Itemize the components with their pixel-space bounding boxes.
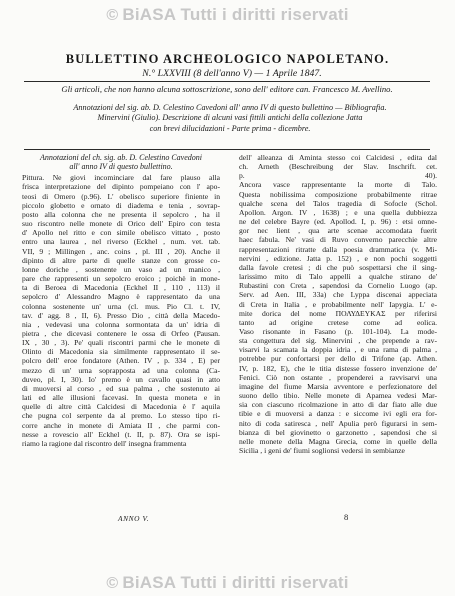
text-line: pare che rappresenti un sepolcro eroico ; poichè in mone- [22,274,220,284]
text-line: nervini , edizione. Jatta p. 152) , e non pochi soggetti [239,253,437,263]
text-line: Pittura. Ne giovi incominciare dal fare plauso alla [22,173,220,183]
text-line: pietra , che dicevasi contenere le ossa di Orfeo (Pausan. [22,328,220,338]
copyright-icon: © [106,7,119,24]
text-line: sepolcro d' Alessandro Magno è rappresentato da una [22,292,220,302]
text-line: posto alla colonna che ne presenta il sepolcro , ha il [22,209,220,219]
text-line: Apollon. Argon. IV , 1638) ; e una quella dubbiezza [239,207,437,217]
summary-line: con brevi dilucidazioni - Parte prima - dicembre. [149,123,311,133]
text-line: qualche scena del Talos tragedia di Sofocle (Schol. [239,198,437,208]
text-line: colonna sostenente un' urna (cl. mus. Pio Cl. t. IV, [22,301,220,311]
text-line: IV, p. 182, E), che le titia distesse fossero invenzione de' [239,363,437,373]
copyright-icon: © [106,575,119,592]
text-line: teosi di Omero (p.96). L' obelisco superiore finiente in [22,191,220,201]
text-line: sta congettura del sig. Minervini , che prepende a rav- [239,336,437,346]
text-line: corre anche in monete di Amiata II , che parmi con- [22,420,220,430]
issue-line: N.° LXXVIII (8 dell'anno V) — 1 Aprile 1847. [142,68,322,79]
editor-notice: Gli articoli, che non hanno alcuna sottoscrizione, sono dell' editore can. Francesco M. Avellino. [61,84,393,94]
article-body [22,173,220,448]
text-line: quelle di altre città Calcidesi di Macedonia è l' aquila [22,402,220,412]
text-line: di muoversi al corso , ed sua palma , che sostenuto ai [22,383,220,393]
page-number: 8 [344,512,349,522]
text-line: entro una laurea , nel riverso (Eckhel , num. vet. tab. [22,237,220,247]
text-line: suono dello tibio. Nelle monete di Apamea vedesi Mar- [239,391,437,401]
signature-mark: ANNO V. [118,514,150,523]
summary-line: Minervini (Giulio). Descrizione di alcuni vasi fittili antichi della collezione Jatta [97,113,363,123]
text-line: rappresentazioni ritratte dalla poesia drammatica (v. Mi- [239,244,437,254]
text-line: p. 40). [239,171,437,181]
text-line: VII, 9 ; Millingen , anc. coins , pl. III , 20). Anche il [22,246,220,256]
left-column [22,153,220,448]
text-line: ch. Arneth (Beschreibung der Slav. Inschrift. cet. [239,162,437,172]
text-line: Serv. ad Aen. III, 33a) che Lyppa discenai appeciata [239,290,437,300]
text-line: polcro dell' eroe fondatore (Athen. IV , p. 334 , E) per [22,356,220,366]
text-line: che pugna col serpente da al premo. Lo stesso tipo ri- [22,411,220,421]
text-line: dalla favole cretesi ; di che può sospettarsi che il sing- [239,262,437,272]
text-line: Vaso risonante in Fasano (p. 101-104). La mode- [239,326,437,336]
text-line: d' Apollo nel ritto e con simile obelisco vittato , posto [22,228,220,238]
text-line: di Creta in Italia , e probabilmente nell' Iapygia. L' e- [239,299,437,309]
text-line: IX , 30 , 3). Pe' quali riscontri parmi che le monete di [22,338,220,348]
watermark-text: BiASA Tutti i diritti riservati [122,573,349,592]
article-body [239,153,437,455]
text-line: ne del celebre Bayre (ed. Apollod. I, p. 96) : etsi omne- [239,217,437,227]
watermark-top [0,5,455,25]
text-line: ta di Beroea di Macedonia (Eckhel II , 110 , 113) il [22,283,220,293]
journal-title: BULLETTINO ARCHEOLOGICO NAPOLETANO. [65,52,390,66]
text-line: potrebbe pur confortarsi per dello di Trifone (ap. Athen. [239,354,437,364]
text-line: mite dorica del nome ΠΟΛΥΔΕΥΚΑΣ per riferirsi [239,308,437,318]
text-line: nia , vedevasi una colonna sormontata da un' idria di [22,319,220,329]
summary-line: Annotazioni del sig. ab. D. Celestino Cavedoni all' anno IV di questo bullettino — Bibliografia. [73,103,387,112]
text-line: larissimo mito di Talo appellì a qualche stirano de' [239,272,437,282]
article-heading [22,153,220,171]
right-column [239,153,437,455]
text-line: Fenici. Ciò non ostante , propenderei a ravvisarvi una [239,372,437,382]
text-line: tanto ad origine cretese come ad eolica. [239,317,437,327]
text-line: Questa nobilissima composizione probabilmente ritrae [239,189,437,199]
contents-summary [52,103,408,134]
text-line: dell' alleanza di Aminta stesso coi Calcidesi , edita dal [239,153,437,162]
text-line: riamo la ragione dal riscontro dell' insegna frammenta [22,438,187,448]
text-line: bianza di bel giovinetto o garzonetto , sapendosi che si [239,427,437,437]
text-line: nelle monete della Magna Grecia, come in quelle della [239,436,437,446]
text-line: dipinto di altre parte di quelle stanze con grosse co- [22,255,220,265]
text-line: lonne doriche , sostenente un vaso ad un manico , [22,264,220,274]
text-line: gor nec lient , qua arte scenae accomodata fuerit [239,226,437,236]
watermark-text: BiASA Tutti i diritti riservati [122,5,349,24]
watermark-bottom [0,573,455,593]
text-line: duveo, pl. I, 30). Io' premo è un cavallo quasi in atto [22,374,220,384]
text-line: sia con ciascuno ricolmazione in atto di dar fiato alle due [239,400,437,410]
divider [24,81,430,82]
text-line: suo riscontro nelle monete di Orico dell' Epiro con testa [22,219,220,229]
text-line: nito di coda satiresca , nell' Apulia però figurarsi in sem- [239,418,437,428]
text-line: tibie e di muoversi a danza : e siccome ivi egli era for- [239,409,437,419]
text-line: piccolo globetto e ornato di diadema e tenia , sovrap- [22,200,220,210]
divider [24,149,430,150]
text-line: Olinto di Macedonia sia similmente rappresentato il se- [22,347,220,357]
text-line: frisca interpretazione del dipinto pompeiano con l' apo- [22,182,220,192]
text-line: Sicilia , i geni de' fiumi soglionsi vedersi in sembianze [239,446,405,455]
heading-line: all' anno IV di questo bullettino. [69,162,173,172]
text-line: nesse a rovescio all' Eckhel (t. II, p. 87). Ora se ispi- [22,429,220,439]
text-line: mezzo di un' urna soprapposta ad una colonna (Ca- [22,365,220,375]
text-line: lati ed alle illusioni facevasi. In questa moneta e in [22,393,220,403]
text-line: tav. d' agg. 8 , II, 6). Presso Dio , città della Macedo- [22,310,220,320]
text-line: imagine del fiume Marsia avventore e perfezionatore del [239,381,437,391]
text-line: haec fabula. Ne' vasi di Ruvo converno parecchie altre [239,235,437,245]
text-line: Rubastini con Creta , sapendosi da Cornelio Luogo (ap. [239,281,437,291]
heading-line: Annotazioni del ch. sig. ab. D. Celestino Cavedoni [40,153,202,162]
text-line: Ancora vasce rappresentante la morte di Talo. [239,180,437,190]
text-line: visarvi la scamata la doppia idria , e una rama di palma , [239,345,437,355]
